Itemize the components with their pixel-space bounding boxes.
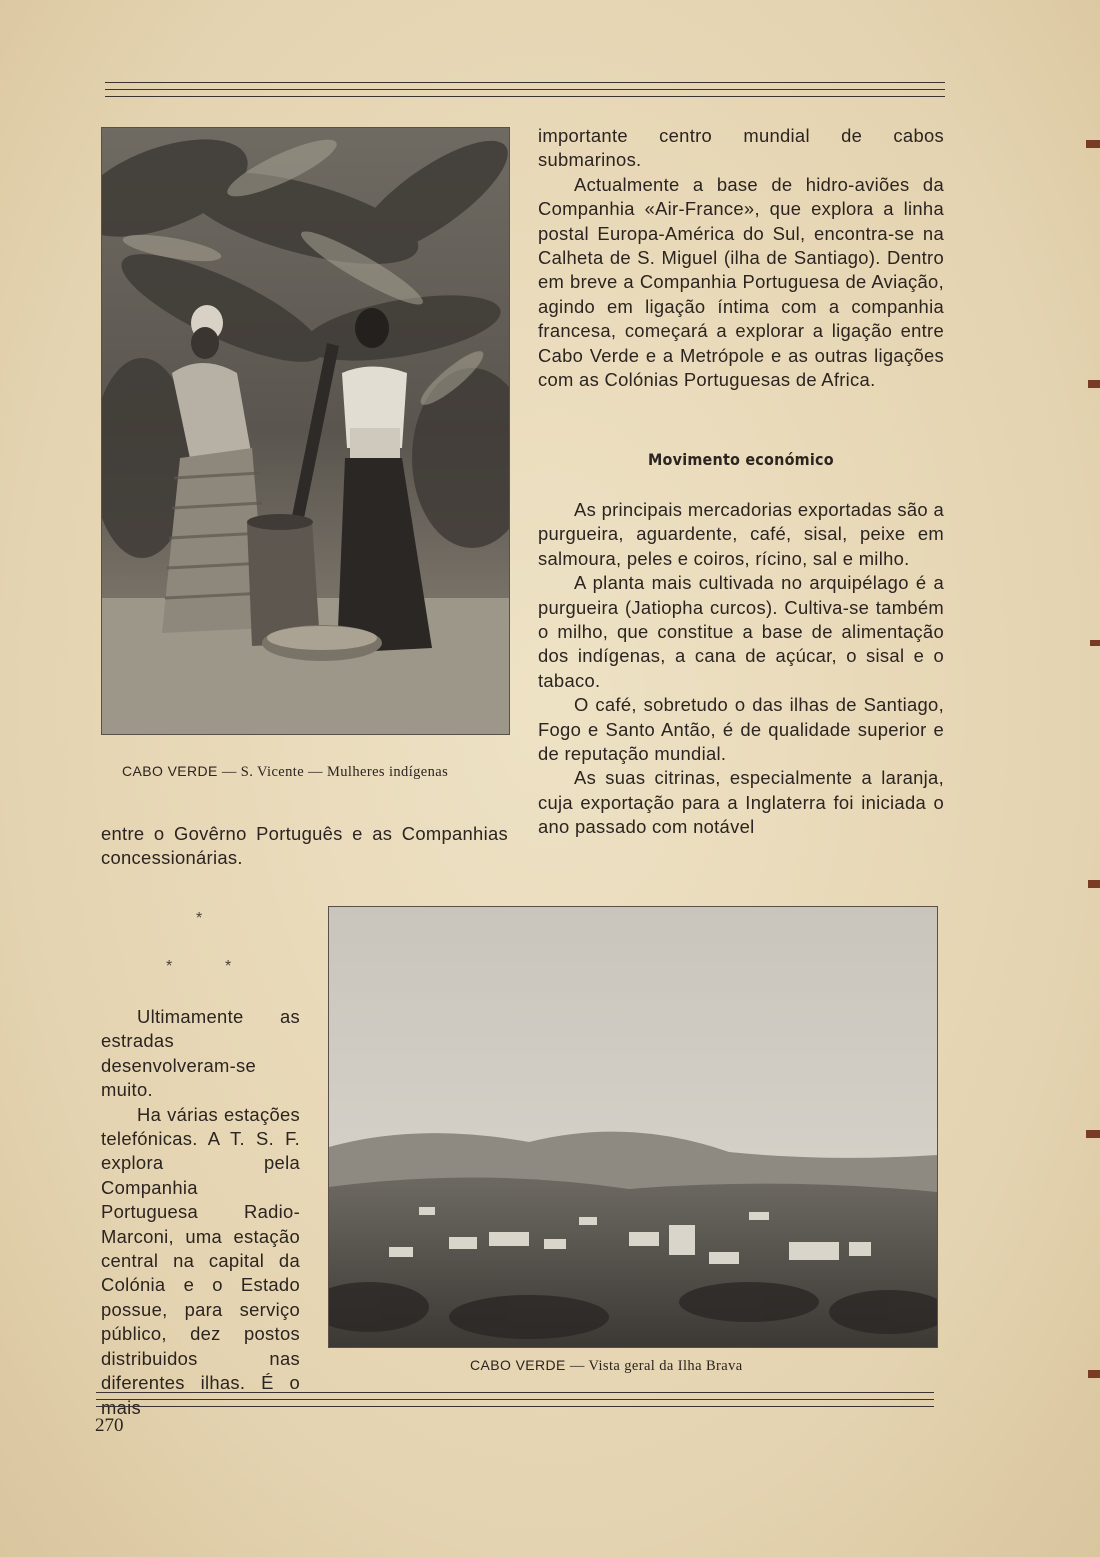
binding-mark xyxy=(1088,1370,1100,1378)
caption-place: CABO VERDE xyxy=(122,763,218,779)
binding-mark xyxy=(1090,640,1100,646)
section-star-2: * xyxy=(166,958,173,975)
paragraph-exports: As principais mercadorias exportadas são a purgueira, aguardente, café, sisal, peixe em salmoura, peles e coiros, rícino, sal e milho. xyxy=(538,499,944,569)
caption-text-brava: — Vista geral da Ilha Brava xyxy=(565,1358,743,1374)
bottom-rule-3 xyxy=(96,1406,934,1407)
paragraph-telephones: Ha várias estações telefónicas. A T. S. F. explora pela Companhia Portuguesa Radio-Marconi, uma estação central na capital da Colónia e o Estado possue, para serviço público, dez postos distribuidos nas diferentes ilhas. É o mais xyxy=(101,1103,300,1418)
caption-brava-photo xyxy=(470,1357,743,1375)
section-heading: Movimento económico xyxy=(648,450,834,469)
binding-mark xyxy=(1088,380,1100,388)
bottom-rule-1 xyxy=(96,1392,934,1393)
bottom-rule-2 xyxy=(96,1399,934,1400)
paragraph-continuation: importante centro mundial de cabos submarinos. xyxy=(538,125,944,171)
photo-women-pounding-image xyxy=(102,128,509,734)
left-column-lower xyxy=(101,1005,300,1420)
page-number: 270 xyxy=(95,1415,124,1436)
paragraph-air-france: Actualmente a base de hidro-aviões da Companhia «Air-France», que explora a linha postal Europa-América do Sul, encontra-se na Calheta de S. Miguel (ilha de Santiago). Dentro em breve a Companhia Portuguesa de Aviação, agindo em ligação íntima com a companhia francesa, começará a explorar a ligação entre Cabo Verde e a Metrópole e as outras ligações com as Colónias Portuguesas de Africa. xyxy=(538,173,944,391)
caption-text: — S. Vicente — Mulheres indígenas xyxy=(217,764,449,780)
right-column-bottom xyxy=(538,498,944,840)
paragraph-plants: A planta mais cultivada no arquipélago é a purgueira (Jatiopha curcos). Cultiva-se também o milho, que constitue a base de alimentação dos indígenas, a cana de açúcar, o sisal e o tabaco. xyxy=(538,572,944,691)
photo-ilha-brava xyxy=(328,906,938,1348)
paragraph-coffee: O café, sobretudo o das ilhas de Santiago, Fogo e Santo Antão, é de qualidade superior e de reputação mundial. xyxy=(538,694,944,765)
top-rule-1 xyxy=(105,82,945,83)
photo-women-pounding xyxy=(101,127,510,735)
paragraph-governo: entre o Govêrno Português e as Companhias concessionárias. xyxy=(101,823,508,869)
binding-mark xyxy=(1086,140,1100,148)
binding-mark xyxy=(1088,880,1100,888)
top-rule-3 xyxy=(105,96,945,97)
paragraph-citrus: As suas citrinas, especialmente a laranja, cuja exportação para a Inglaterra foi iniciada o ano passado com notável xyxy=(538,767,944,838)
top-rule-2 xyxy=(105,89,945,90)
photo-ilha-brava-image xyxy=(329,907,937,1347)
right-column-top xyxy=(538,124,944,392)
binding-mark xyxy=(1086,1130,1100,1138)
paragraph-roads: Ultimamente as estradas desenvolveram-se muito. xyxy=(101,1006,300,1101)
section-star-3: * xyxy=(225,958,232,975)
caption-women-photo xyxy=(122,763,448,781)
caption-place-brava: CABO VERDE xyxy=(470,1357,566,1373)
section-star-1: * xyxy=(196,910,203,927)
left-column-upper xyxy=(101,822,508,871)
